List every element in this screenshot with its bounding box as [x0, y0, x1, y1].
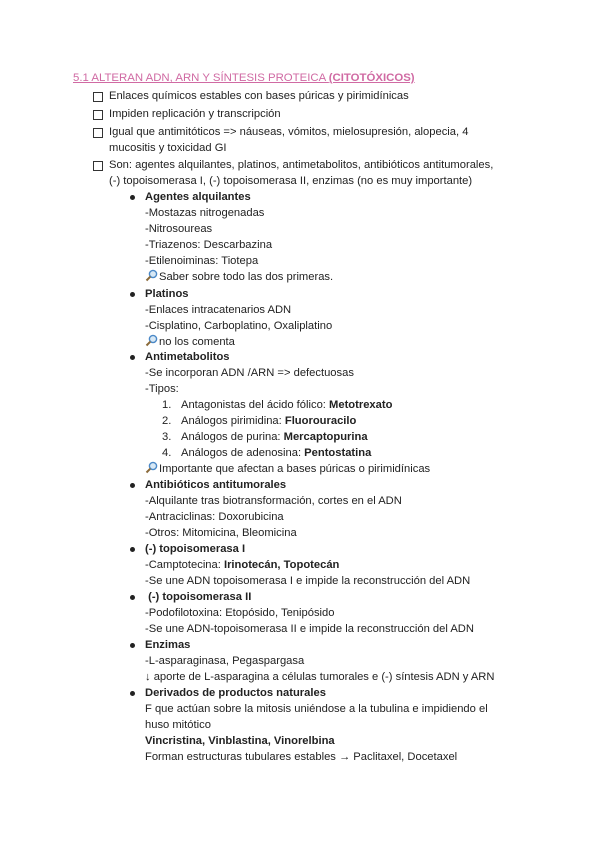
list-number: 4. — [162, 447, 172, 459]
checklist-item-cont: mucositis y toxicidad GI — [109, 142, 227, 154]
group-item: -Tipos: — [145, 383, 179, 395]
group-item: F que actúan sobre la mitosis uniéndose a la tubulina e impidiendo el — [145, 703, 488, 715]
group-item: -L-asparaginasa, Pegaspargasa — [145, 655, 305, 667]
bullet-icon — [130, 643, 135, 648]
list-number: 2. — [162, 415, 172, 427]
checklist-item-cont: (-) topoisomerasa I, (-) topoisomerasa II, enzimas (no es muy importante) — [109, 175, 473, 187]
group-item: -Otros: Mitomicina, Bleomicina — [145, 527, 297, 539]
bullet-icon — [130, 483, 135, 488]
group-item: -Triazenos: Descarbazina — [145, 239, 273, 251]
bullet-icon — [130, 595, 135, 600]
note-text: no los comenta — [159, 336, 235, 348]
list-item: Análogos de purina: Mercaptopurina — [181, 431, 368, 443]
group-item: -Camptotecina: Irinotecán, Topotecán — [145, 559, 340, 571]
group-item: huso mitótico — [145, 719, 211, 731]
note-text: Importante que afectan a bases púricas o pirimidínicas — [159, 463, 431, 475]
group-title: Antimetabolitos — [145, 351, 230, 363]
list-number: 1. — [162, 399, 172, 411]
section-heading — [73, 72, 415, 84]
group-item: -Podofilotoxina: Etopósido, Tenipósido — [145, 607, 335, 619]
checkbox-icon[interactable] — [93, 128, 103, 138]
list-item: Antagonistas del ácido fólico: Metotrexato — [181, 399, 393, 411]
group-title: (-) topoisomerasa II — [145, 591, 252, 603]
note-text: Saber sobre todo las dos primeras. — [159, 271, 334, 283]
heading-text: 5.1 ALTERAN ADN, ARN Y SÍNTESIS PROTEICA — [73, 72, 329, 84]
list-item: Análogos pirimidina: Fluorouracilo — [181, 415, 357, 427]
group-bold-line: Vincristina, Vinblastina, Vinorelbina — [145, 735, 335, 747]
group-title: (-) topoisomerasa I — [145, 543, 246, 555]
heading-bold: (CITOTÓXICOS) — [328, 72, 415, 84]
group-title: Enzimas — [145, 639, 191, 651]
group-item: -Enlaces intracatenarios ADN — [145, 304, 292, 316]
group-item: -Alquilante tras biotransformación, cortes en el ADN — [145, 495, 402, 507]
note-line — [145, 334, 235, 350]
magnifier-icon — [145, 461, 158, 474]
bullet-icon — [130, 195, 135, 200]
group-title: Derivados de productos naturales — [145, 687, 326, 699]
group-item: -Se une ADN topoisomerasa I e impide la reconstrucción del ADN — [145, 575, 471, 587]
group-item: -Nitrosoureas — [145, 223, 213, 235]
magnifier-icon — [145, 334, 158, 347]
note-line — [145, 269, 333, 285]
group-item: -Mostazas nitrogenadas — [145, 207, 265, 219]
bullet-icon — [130, 547, 135, 552]
checkbox-icon[interactable] — [93, 161, 103, 171]
list-number: 3. — [162, 431, 172, 443]
checklist-item: Enlaces químicos estables con bases púricas y pirimidínicas — [109, 90, 409, 102]
group-item: Forman estructuras tubulares estables → Paclitaxel, Docetaxel — [145, 751, 458, 763]
group-title: Antibióticos antitumorales — [145, 479, 287, 491]
group-title: Platinos — [145, 288, 189, 300]
group-item: -Antraciclinas: Doxorubicina — [145, 511, 284, 523]
bullet-icon — [130, 292, 135, 297]
checkbox-icon[interactable] — [93, 92, 103, 102]
magnifier-icon — [145, 269, 158, 282]
checklist-item: Igual que antimitóticos => náuseas, vómitos, mielosupresión, alopecia, 4 — [109, 126, 469, 138]
checkbox-icon[interactable] — [93, 110, 103, 120]
checklist-item: Son: agentes alquilantes, platinos, antimetabolitos, antibióticos antitumorales, — [109, 159, 494, 171]
checklist-item: Impiden replicación y transcripción — [109, 108, 281, 120]
group-title: Agentes alquilantes — [145, 191, 251, 203]
group-item: -Cisplatino, Carboplatino, Oxaliplatino — [145, 320, 333, 332]
note-line — [145, 461, 430, 477]
group-item: -Etilenoiminas: Tiotepa — [145, 255, 259, 267]
group-item: ↓ aporte de L-asparagina a células tumorales e (-) síntesis ADN y ARN — [145, 671, 495, 683]
list-item: Análogos de adenosina: Pentostatina — [181, 447, 372, 459]
group-item: -Se une ADN-topoisomerasa II e impide la reconstrucción del ADN — [145, 623, 474, 635]
bullet-icon — [130, 355, 135, 360]
group-item: -Se incorporan ADN /ARN => defectuosas — [145, 367, 354, 379]
bullet-icon — [130, 691, 135, 696]
